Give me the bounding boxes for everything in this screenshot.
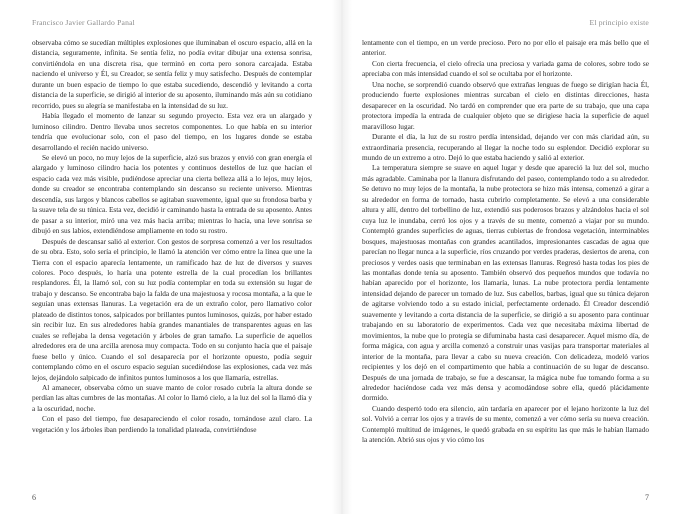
right-paragraph-5: La temperatura siempre se suave en aquel lugar y desde que apareció la luz del sol, mucho más agradable. Caminaba por la llanura disfrutando del paseo, contemplando todo a su alrededor. Se detuvo no muy lejos de la montaña, la nube protectora se hizo más intensa, comenzó a girar a su alrededor en forma de tornado, hasta cubrirlo completamente. Se elevó a una considerable altura y allí, dentro del torbellino de luz, extendió sus poderosos brazos y alzándolos hacia el sol cuya luz le inundaba, cerró los ojos y a través de su mente, comenzó a viajar por su mundo. Contempló grandes superficies de aguas, tierras cubiertas de frondosa vegetación, interminables bosques, majestuosas montañas con grandes acantilados, impresionantes cascadas de agua que parecían no llegar nunca a la superficie, ríos cruzando por verdes praderas, desiertos de arena, con preciosos y verdes oasis que terminaban en las extensas llanuras. Regresó hasta todas los pies de las montañas donde tenía su aposento. También observó dos pequeños mundos que todavía no habían aparecido por el horizonte, los llamaría, lunas. La nube protectora perdía lentamente intensidad dejando de parecer un tornado de luz. Sus cabellos, barbas, igual que su túnica dejaron de agitarse volviendo todo a su estado inicial, perfectamente ordenado. Él Creador descendió suavemente y levitando a corta distancia de la superficie, se dirigió a su aposento para continuar trabajando en su laboratorio de experimentos. Cada vez que necesitaba máxima libertad de movimientos, la nube que lo protegía se difuminaba hasta casi desaparecer. Aquel mismo día, de forma mágica, con agua y arcilla comenzó a construir unas vasijas para transportar materiales al interior de la montaña, para llevar a cabo su nueva creación. Con delicadeza, modeló varios recipientes y los dejó en el compartimento que había a continuación de su lugar de descanso. Después de una jornada de trabajo, se fue a descansar, la mágica nube fue tomando forma a su alrededor haciéndose cada vez más densa y acomodándose sobre ella, quedó plácidamente dormido.	[362, 163, 649, 403]
right-paragraph-1: lentamente con el tiempo, en un verde precioso. Pero no por ello el paisaje era más bello que el anterior.	[362, 38, 649, 58]
right-running-head: El principio existe	[589, 18, 649, 27]
right-paragraph-2: Con cierta frecuencia, el cielo ofrecía una preciosa y variada gama de colores, sobre todo se apreciaba con más intensidad cuando el sol se ocultaba por el horizonte.	[362, 58, 649, 79]
left-paragraph-3: Se elevó un poco, no muy lejos de la superficie, alzó sus brazos y envió con gran energía el alargado y luminoso cilindro hacia los potentes y continuos destellos de luz que hacían el espacio cada vez más visible, pudiéndose apreciar una cierta belleza allá a lo lejos, muy lejos, donde su creador se encontraba contemplando sin descanso su reciente universo. Mientras descendía, sus largos y blancos cabellos se agitaban suavemente, igual que su frondosa barba y la suave tela de su túnica. Esta vez, decidió ir caminando hasta la entrada de su aposento. Antes de pasar a su interior, miró una vez más hacia arriba; mientras lo hacía, una leve sonrisa se dibujó en sus labios, extendiéndose ampliamente en todo su rostro.	[32, 152, 312, 236]
book-gutter	[332, 0, 352, 514]
left-paragraph-2: Había llegado el momento de lanzar su segundo proyecto. Esta vez era un alargado y luminoso cilindro. Dentro llevaba unos secretos componentes. Lo que había en su interior tendría que evolucionar solo, con el paso del tiempo, en los lugares donde se estaba desarrollando el recién nacido universo.	[32, 111, 312, 152]
left-page	[0, 0, 332, 514]
right-paragraph-4: Durante el día, la luz de su rostro perdía intensidad, dejando ver con más claridad aún, su extraordinaria presencia, recuperando al llegar la noche todo su esplendor. Decidió explorar su mundo de un extremo a otro. Dejó lo que estaba haciendo y salió al exterior.	[362, 132, 649, 162]
right-paragraph-6: Cuando despertó todo era silencio, aún tardaría en aparecer por el lejano horizonte la luz del sol. Volvió a cerrar los ojos y a través de su mente, comenzó a ver cómo sería su nueva creación. Contempló multitud de imágenes, le quedó grabada en su espíritu las que más le habían llamado la atención. Abrió sus ojos y vio cómo los	[362, 403, 649, 445]
left-page-number: 6	[32, 493, 36, 502]
right-page-body	[362, 38, 649, 446]
left-page-body	[32, 38, 312, 435]
right-page-number: 7	[645, 493, 649, 502]
left-paragraph-1: observaba cómo se sucedían múltiples explosiones que iluminaban el oscuro espacio, allá en la distancia, seguramente, infinita. Se sentía feliz, no podía evitar dibujar una extensa sonrisa, convirtiéndola en una discreta risa, que terminó en corta pero sonora carcajada. Estaba naciendo el universo y Él, su Creador, se sentía feliz y muy satisfecho. Después de contemplar durante un buen espacio de tiempo lo que estaba sucediendo, descendió y levitando a corta distancia de la superficie, se dirigió al interior de su aposento, iluminando más aún su cotidiano recorrido, pues su alegría se manifestaba en la intensidad de su luz.	[32, 38, 312, 110]
right-page	[352, 0, 684, 514]
left-running-head: Francisco Javier Gallardo Panal	[32, 18, 135, 27]
right-paragraph-3: Una noche, se sorprendió cuando observó que extrañas lenguas de fuego se dirigían hacia Él, produciendo fuerte explosiones mientras surcaban el cielo en distintas direcciones, hasta desaparecer en la oscuridad. No tardó en comprender que era parte de su trabajo, que una capa protectora impedía la entrada de cualquier objeto que se dirigiese hacia la superficie de aquel maravilloso lugar.	[362, 79, 649, 131]
left-paragraph-6: Con el paso del tiempo, fue desapareciendo el color rosado, tornándose azul claro. La vegetación y los árboles iban perdiendo la tonalidad plateada, convirtiéndose	[32, 414, 312, 434]
left-paragraph-4: Después de descansar salió al exterior. Con gestos de sorpresa comenzó a ver los resultados de su obra. Esto, solo sería el principio, le llamó la atención ver cómo entre la línea que une la Tierra con el espacio aparecía lentamente, un ramificado haz de luz de diversos y suaves colores. Poco después, lo haría una potente estrella de la cual procedían los brillantes resplandores. Él, la llamó sol, con su luz podía contemplar en toda su extensión su lugar de trabajo y descanso. Se encontraba bajo la falda de una majestuosa y rocosa montaña, a la que le seguían unas extensas llanuras. La vegetación era de un extraño color, pero llamativo color plateado de distintos tonos, salpicados por brillantes puntos luminosos, quizás, por haber estado sin recibir luz. En sus alrededores había grandes manantiales de transparentes aguas en las cuales se reflejaba la densa vegetación y árboles de gran tamaño. La superficie de aquellos alrededores era de una arcilla arenosa muy compacta. Todo en su conjunto hacía que el paisaje fuese bello y único. Cuando el sol desaparecía por el horizonte opuesto, podía seguir contemplando cómo en el oscuro espacio seguían sucediéndose las explosiones, cada vez más lejos, dejándolo salpicado de infinitos puntos luminosos a los que llamaría, estrellas.	[32, 236, 312, 382]
left-paragraph-5: Al amanecer, observaba cómo un suave manto de color rosado cubría la altura donde se perdían las altas cumbres de las montañas. Al color lo llamó cielo, a la luz del sol la llamó día y a la oscuridad, noche.	[32, 382, 312, 413]
